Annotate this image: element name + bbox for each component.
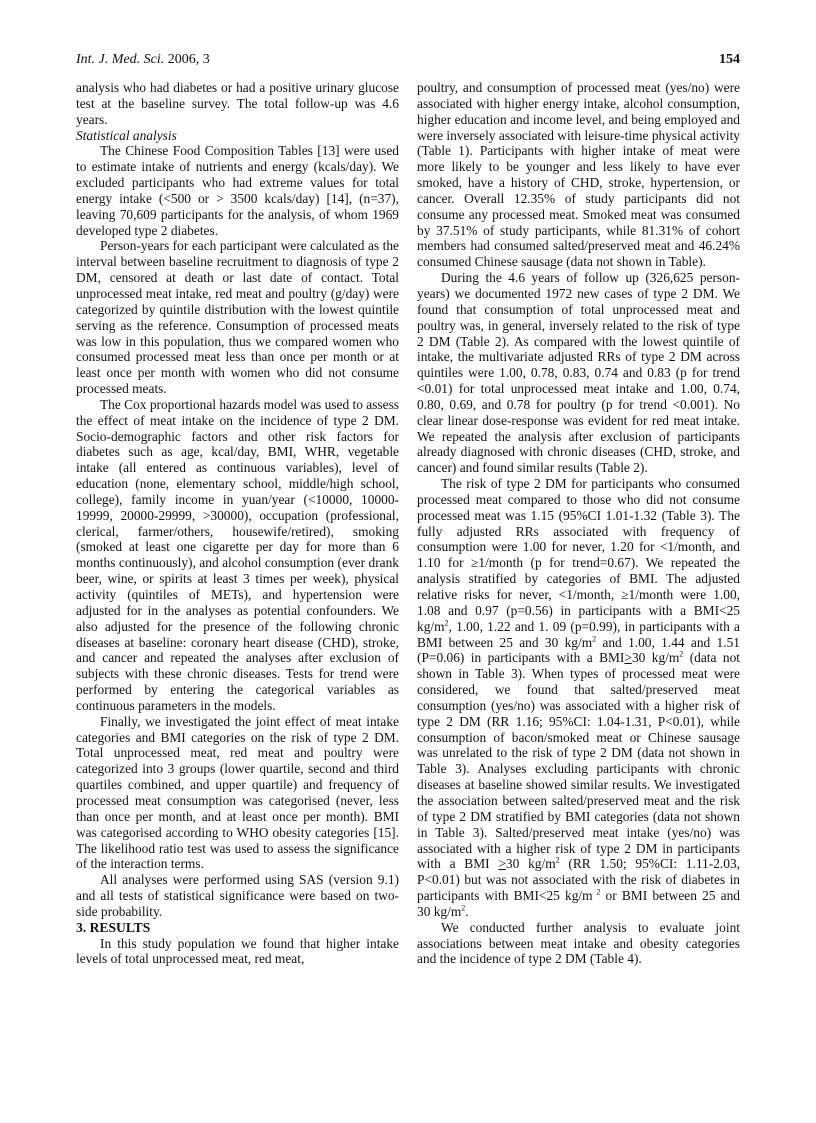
risk-text-9: . xyxy=(465,903,469,919)
results-start-paragraph: In this study population we found that higher intake levels of total unprocessed meat, red meat, xyxy=(76,935,399,967)
cox-model-paragraph: The Cox proportional hazards model was used to assess the effect of meat intake on the incidence of type 2 DM. Socio-demographic factors and other risk factors for diabetes such as age, kcal/day, BMI, WHR, vegetable intake (all entered as continuous variables), level of education (none, elementary school, middle/high school, college), family income in yuan/year (<10000, 10000-19999, 20000-29999, >30000), occupation (professional, clerical, farmer/others, housewife/retired), smoking (smoked at least one cigarette per day for more than 6 months continuously), and alcohol consumption (ever drank beer, wine, or spirits at least 3 times per week), physical activity (quintiles of METs), and hypertension were adjusted for in the analyses as potential confounders. We also adjusted for the presence of the following chronic diseases at baseline: coronary heart disease (CHD), stroke, and cancer and repeated the analyses after exclusion of subjects with these chronic diseases. Tests for trend were performed by entering the categorical variables as continuous parameters in the models. xyxy=(76,396,399,713)
joint-effect-paragraph: Finally, we investigated the joint effect of meat intake categories and BMI categories on the risk of type 2 DM. Total unprocessed meat, red meat and poultry were categorized into 3 groups (lower quartile, second and third quartiles combined, and upper quartile) and frequency of processed meat consumption was categorised (never, less than once per month, and at least once per month). BMI was categorised according to WHO obesity categories [15]. The likelihood ratio test was used to assess the significance of the interaction terms. xyxy=(76,713,399,872)
risk-text-7: (RR 1.50; 95%CI: 1.11-2.03, P<0.01) but was not associated with the risk of diabetes in participants with BMI<25 kg/m xyxy=(417,856,740,904)
running-header xyxy=(76,50,740,70)
right-column xyxy=(417,80,740,967)
food-tables-paragraph: The Chinese Food Composition Tables [13] were used to estimate intake of nutrients and energy (kcals/day). We excluded participants who had extreme values for total energy intake (<500 or > 3500 kcals/day) [14], (n=37), leaving 70,609 participants for the analysis, of whom 1969 developed type 2 diabetes. xyxy=(76,143,399,238)
risk-text-4: 30 kg/m xyxy=(631,650,680,666)
geq-symbol: > xyxy=(498,856,506,872)
page-number: 154 xyxy=(719,52,740,67)
risk-text-2: , 1.00, 1.22 and 1. 09 (p=0.99), in participants with a BMI between 25 and 30 kg/m xyxy=(417,618,740,650)
risk-text-8: or BMI between 25 and 30 kg/m xyxy=(417,888,740,919)
processed-meat-risk-paragraph xyxy=(417,476,740,920)
superscript-2: 2 xyxy=(592,634,597,644)
person-years-paragraph: Person-years for each participant were calculated as the interval between baseline recruitment to diagnosis of type 2 DM, censored at death or last date of contact. Total unprocessed meat intake, red meat and poultry (g/day) were categorized by quintile distribution with the lowest quintile serving as the reference. Consumption of processed meats was low in this population, thus we compared women who consumed processed meat less than once per month or at least once per month with women who did not consume processed meats. xyxy=(76,238,399,397)
risk-text-1: The risk of type 2 DM for participants who consumed processed meat compared to those who did not consume processed meat was 1.15 (95%CI 1.01-1.32 (Table 3). The fully adjusted RRs associated with frequency of consumption were 1.00 for never, 1.20 for <1/month, and 1.10 for ≥1/month (p for trend=0.67). We repeated the analysis stratified by categories of BMI. The adjusted relative risks for never, <1/month, ≥1/month were 1.00, 1.08 and 0.97 (p=0.56) in participants with a BMI<25 kg/m xyxy=(417,476,740,634)
superscript-2: 2 xyxy=(555,855,560,865)
sas-paragraph: All analyses were performed using SAS (version 9.1) and all tests of statistical significance were based on two-side probability. xyxy=(76,872,399,919)
continuation-paragraph: poultry, and consumption of processed meat (yes/no) were associated with higher energy intake, alcohol consumption, higher education and income level, and being employed and were inversely associated with leisure-time physical activity (Table 1). Participants with higher intake of meat were more likely to be younger and less likely to have ever smoked, have a history of CHD, stroke, hypertension, or cancer. Overall 12.35% of study participants did not consume any processed meat. Smoked meat was consumed by 37.51% of study participants, while 81.31% of cohort members had consumed salted/preserved meat and 46.24% consumed Chinese sausage (data not shown in Table). xyxy=(417,80,740,270)
follow-up-paragraph: During the 4.6 years of follow up (326,625 person-years) we documented 1972 new cases of type 2 DM. We found that consumption of total unprocessed meat and poultry was, in general, inversely related to the risk of type 2 DM (Table 2). As compared with the lowest quintile of intake, the multivariate adjusted RRs of type 2 DM across quintiles were 1.00, 0.78, 0.83, 0.74 and 0.83 (p for trend <0.01) for total unprocessed meat intake and 1.00, 0.74, 0.80, 0.69, and 0.78 for poultry (p for trend <0.001). No clear linear dose-response was evident for red meat intake. We repeated the analysis after exclusion of participants already diagnosed with chronic diseases (CHD, stroke, and cancer) and found similar results (Table 2). xyxy=(417,270,740,476)
risk-text-6: 30 kg/m xyxy=(505,856,556,872)
risk-text-3: and 1.00, 1.44 and 1.51 (P=0.06) in participants with a BMI xyxy=(417,634,740,666)
intro-paragraph: analysis who had diabetes or had a positive urinary glucose test at the baseline survey. The total follow-up was 4.6 years. xyxy=(76,80,399,127)
results-heading: 3. RESULTS xyxy=(76,919,151,935)
left-column xyxy=(76,80,399,967)
superscript-2: 2 xyxy=(592,887,601,897)
superscript-2: 2 xyxy=(461,903,466,913)
joint-analysis-paragraph: We conducted further analysis to evaluate joint associations between meat intake and obesity categories and the incidence of type 2 DM (Table 4). xyxy=(417,919,740,967)
geq-symbol: > xyxy=(624,650,632,666)
superscript-2: 2 xyxy=(679,649,684,659)
journal-citation xyxy=(76,50,210,70)
superscript-2: 2 xyxy=(444,618,449,628)
risk-text-5: (data not shown in Table 3). When types of processed meat were considered, we found that salted/preserved meat consumption (yes/no) was associated with a higher risk of type 2 DM (RR 1.16; 95%CI: 1.04-1.31, P<0.01), while consumption of bacon/smoked meat or Chinese sausage was unrelated to the risk of type 2 DM (data not shown in Table 3). Analyses excluding participants with chronic diseases at baseline showed similar results. We investigated the association between salted/preserved meat and the risk of type 2 DM stratified by BMI categories (data not shown in Table 3). Salted/preserved meat intake (yes/no) was associated with a higher risk of type 2 DM in participants with a BMI xyxy=(417,650,740,872)
statistical-analysis-heading: Statistical analysis xyxy=(76,127,177,143)
journal-name: Int. J. Med. Sci. xyxy=(76,52,165,67)
journal-volume: 2006, 3 xyxy=(167,52,210,67)
